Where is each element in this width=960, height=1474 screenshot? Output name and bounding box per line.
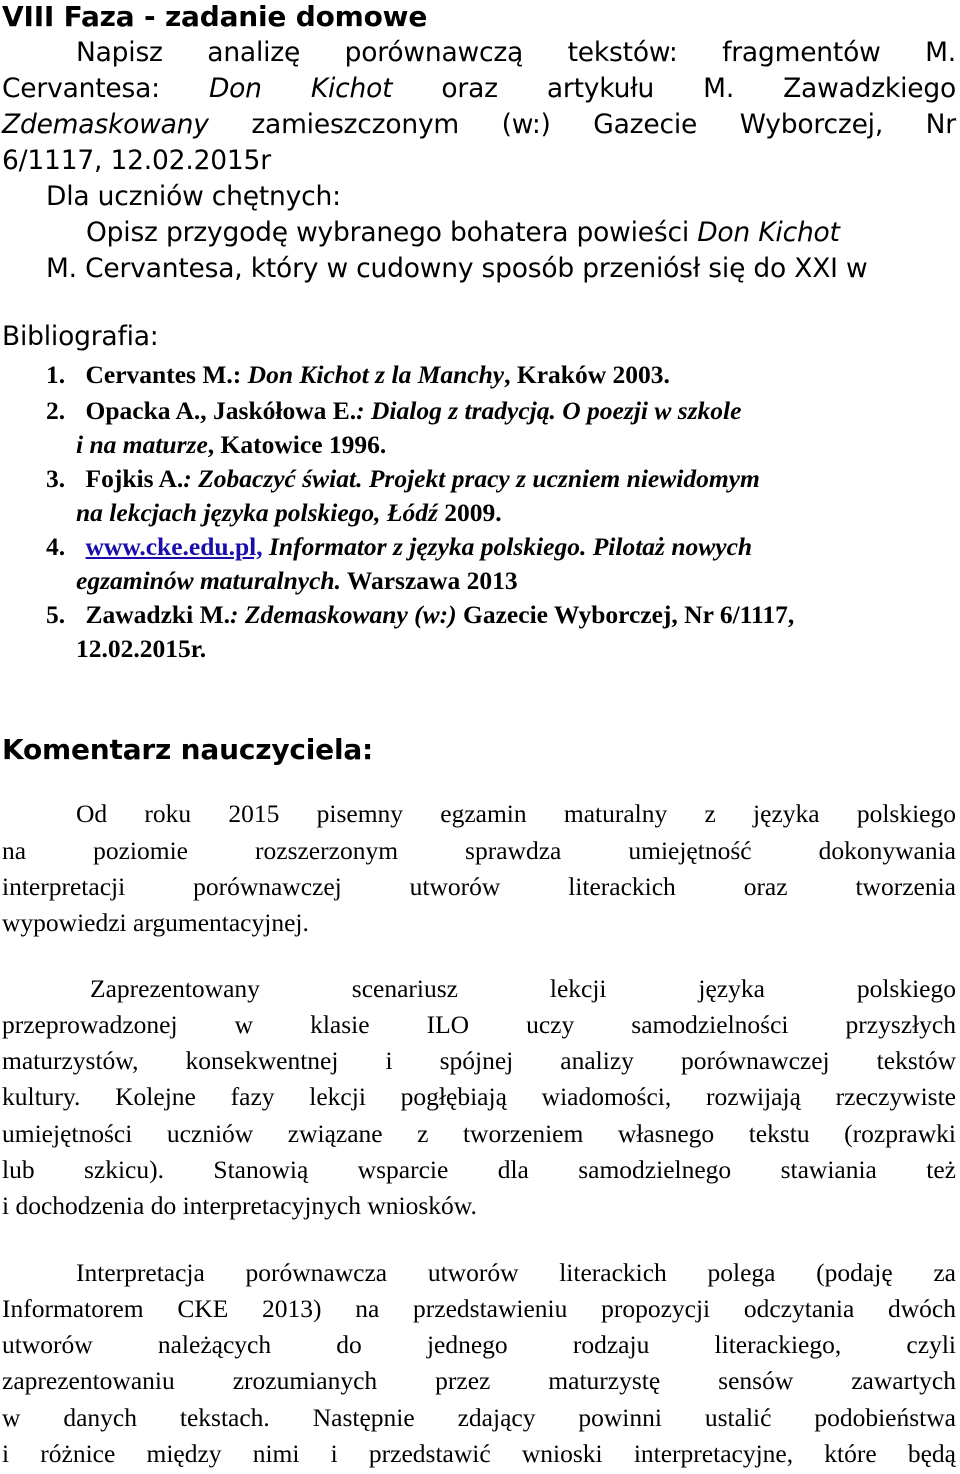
bib-title: Informator z języka polskiego. Pilotaż nowych	[262, 532, 753, 561]
bib-item-5-cont	[76, 636, 206, 662]
bib-pub: , Katowice 1996.	[207, 430, 387, 459]
bib-author: Zawadzki M.	[85, 600, 231, 629]
bib-author: Opacka A., Jaskółowa E.	[85, 396, 357, 425]
comment-title: Komentarz nauczyciela:	[2, 733, 374, 766]
title-don-kichot: Don Kichot	[697, 217, 840, 248]
title-zdemaskowany: Zdemaskowany	[2, 109, 209, 140]
task-line-6	[86, 217, 840, 248]
bib-pub: Warszawa 2013	[340, 566, 518, 595]
bib-item-2-cont	[76, 432, 386, 458]
bib-pub: , Kraków 2003.	[504, 360, 670, 389]
task-line-2-c	[262, 73, 311, 104]
comment-p2-line-7: i dochodzenia do interpretacyjnych wniosków.	[2, 1191, 477, 1220]
comment-p3-line-2: Informatorem CKE 2013) na przedstawieniu propozycji odczytania dwóch	[2, 1294, 956, 1323]
task-line-2-a: Cervantesa:	[2, 73, 209, 104]
bib-item-4	[46, 534, 752, 560]
bib-item-1	[46, 362, 670, 388]
bib-num: 2.	[46, 396, 66, 425]
comment-p1-line-3: interpretacji porównawczej utworów literackich oraz tworzenia	[2, 872, 956, 901]
comment-p3-line-5: w danych tekstach. Następnie zdający powinni ustalić podobieństwa	[2, 1403, 956, 1432]
comment-p1-line-4: wypowiedzi argumentacyjnej.	[2, 908, 309, 937]
task-line-3	[2, 109, 956, 140]
bib-num: 1.	[46, 360, 66, 389]
comment-p2-line-5: umiejętności uczniów związane z tworzeniem własnego tekstu (rozprawki	[2, 1119, 956, 1148]
task-line-2-e: oraz artykułu M. Zawadzkiego	[392, 73, 956, 104]
bib-title: : Dialog z tradycją. O poezji w szkole	[356, 396, 742, 425]
bib-title: i na maturze	[76, 430, 208, 459]
comment-p2-line-4: kultury. Kolejne fazy lekcji pogłębiają wiadomości, rozwijają rzeczywiste	[2, 1082, 956, 1111]
comment-p1-line-1: Od roku 2015 pisemny egzamin maturalny z języka polskiego	[76, 799, 956, 828]
bibliography-label: Bibliografia:	[2, 321, 159, 352]
bib-author: Fojkis A.	[85, 464, 184, 493]
bib-pub: Gazecie Wyborczej, Nr 6/1117,	[456, 600, 795, 629]
comment-p3-line-1: Interpretacja porównawcza utworów literackich polega (podaję za	[76, 1258, 956, 1287]
bib-item-2	[46, 398, 741, 424]
page-heading: VIII Faza - zadanie domowe	[2, 0, 428, 33]
bib-item-3-cont	[76, 500, 502, 526]
task-line-3-b: zamieszczonym (w:) Gazecie Wyborczej, Nr	[208, 109, 956, 140]
task-line-2	[2, 73, 956, 104]
title-don: Don	[208, 73, 262, 104]
bib-item-3	[46, 466, 760, 492]
bib-pub: 2009.	[437, 498, 502, 527]
bib-pub: 12.02.2015r.	[76, 634, 207, 663]
bib-author: Cervantes M.:	[85, 360, 248, 389]
cke-link[interactable]: www.cke.edu.pl,	[85, 532, 263, 561]
comment-p1-line-2: na poziomie rozszerzonym sprawdza umiejętność dokonywania	[2, 836, 956, 865]
comment-p3-line-6: i różnice między nimi i przedstawić wnioski interpretacyjne, które będą	[2, 1439, 956, 1468]
bib-title: : Zobaczyć świat. Projekt pracy z uczniem niewidomym	[183, 464, 760, 493]
bib-title: na lekcjach języka polskiego, Łódź	[76, 498, 438, 527]
task-line-1: Napisz analizę porównawczą tekstów: fragmentów M.	[76, 37, 956, 68]
task-line-5: Dla uczniów chętnych:	[46, 181, 341, 212]
comment-p2-line-3: maturzystów, konsekwentnej i spójnej analizy porównawczej tekstów	[2, 1046, 956, 1075]
bib-title: egzaminów maturalnych.	[76, 566, 341, 595]
bib-num: 3.	[46, 464, 66, 493]
bib-item-5	[46, 602, 794, 628]
comment-p3-line-3: utworów należących do jednego rodzaju literackiego, czyli	[2, 1330, 956, 1359]
comment-p2-line-6: lub szkicu). Stanowią wsparcie dla samodzielnego stawiania też	[2, 1155, 956, 1184]
bib-title: Don Kichot z la Manchy	[247, 360, 505, 389]
task-line-4: 6/1117, 12.02.2015r	[2, 145, 271, 176]
bib-title: : Zdemaskowany (w:)	[230, 600, 457, 629]
comment-p2-line-1: Zaprezentowany scenariusz lekcji języka polskiego	[90, 974, 956, 1003]
title-kichot: Kichot	[310, 73, 393, 104]
task-line-6-a: Opisz przygodę wybranego bohatera powieści	[86, 217, 698, 248]
bib-item-4-cont	[76, 568, 518, 594]
bib-num: 5.	[46, 600, 66, 629]
task-line-7: M. Cervantesa, który w cudowny sposób przeniósł się do XXI w	[46, 253, 868, 284]
comment-p3-line-4: zaprezentowaniu zrozumianych przez maturzystę sensów zawartych	[2, 1366, 956, 1395]
bib-num: 4.	[46, 532, 66, 561]
comment-p2-line-2: przeprowadzonej w klasie ILO uczy samodzielności przyszłych	[2, 1010, 956, 1039]
